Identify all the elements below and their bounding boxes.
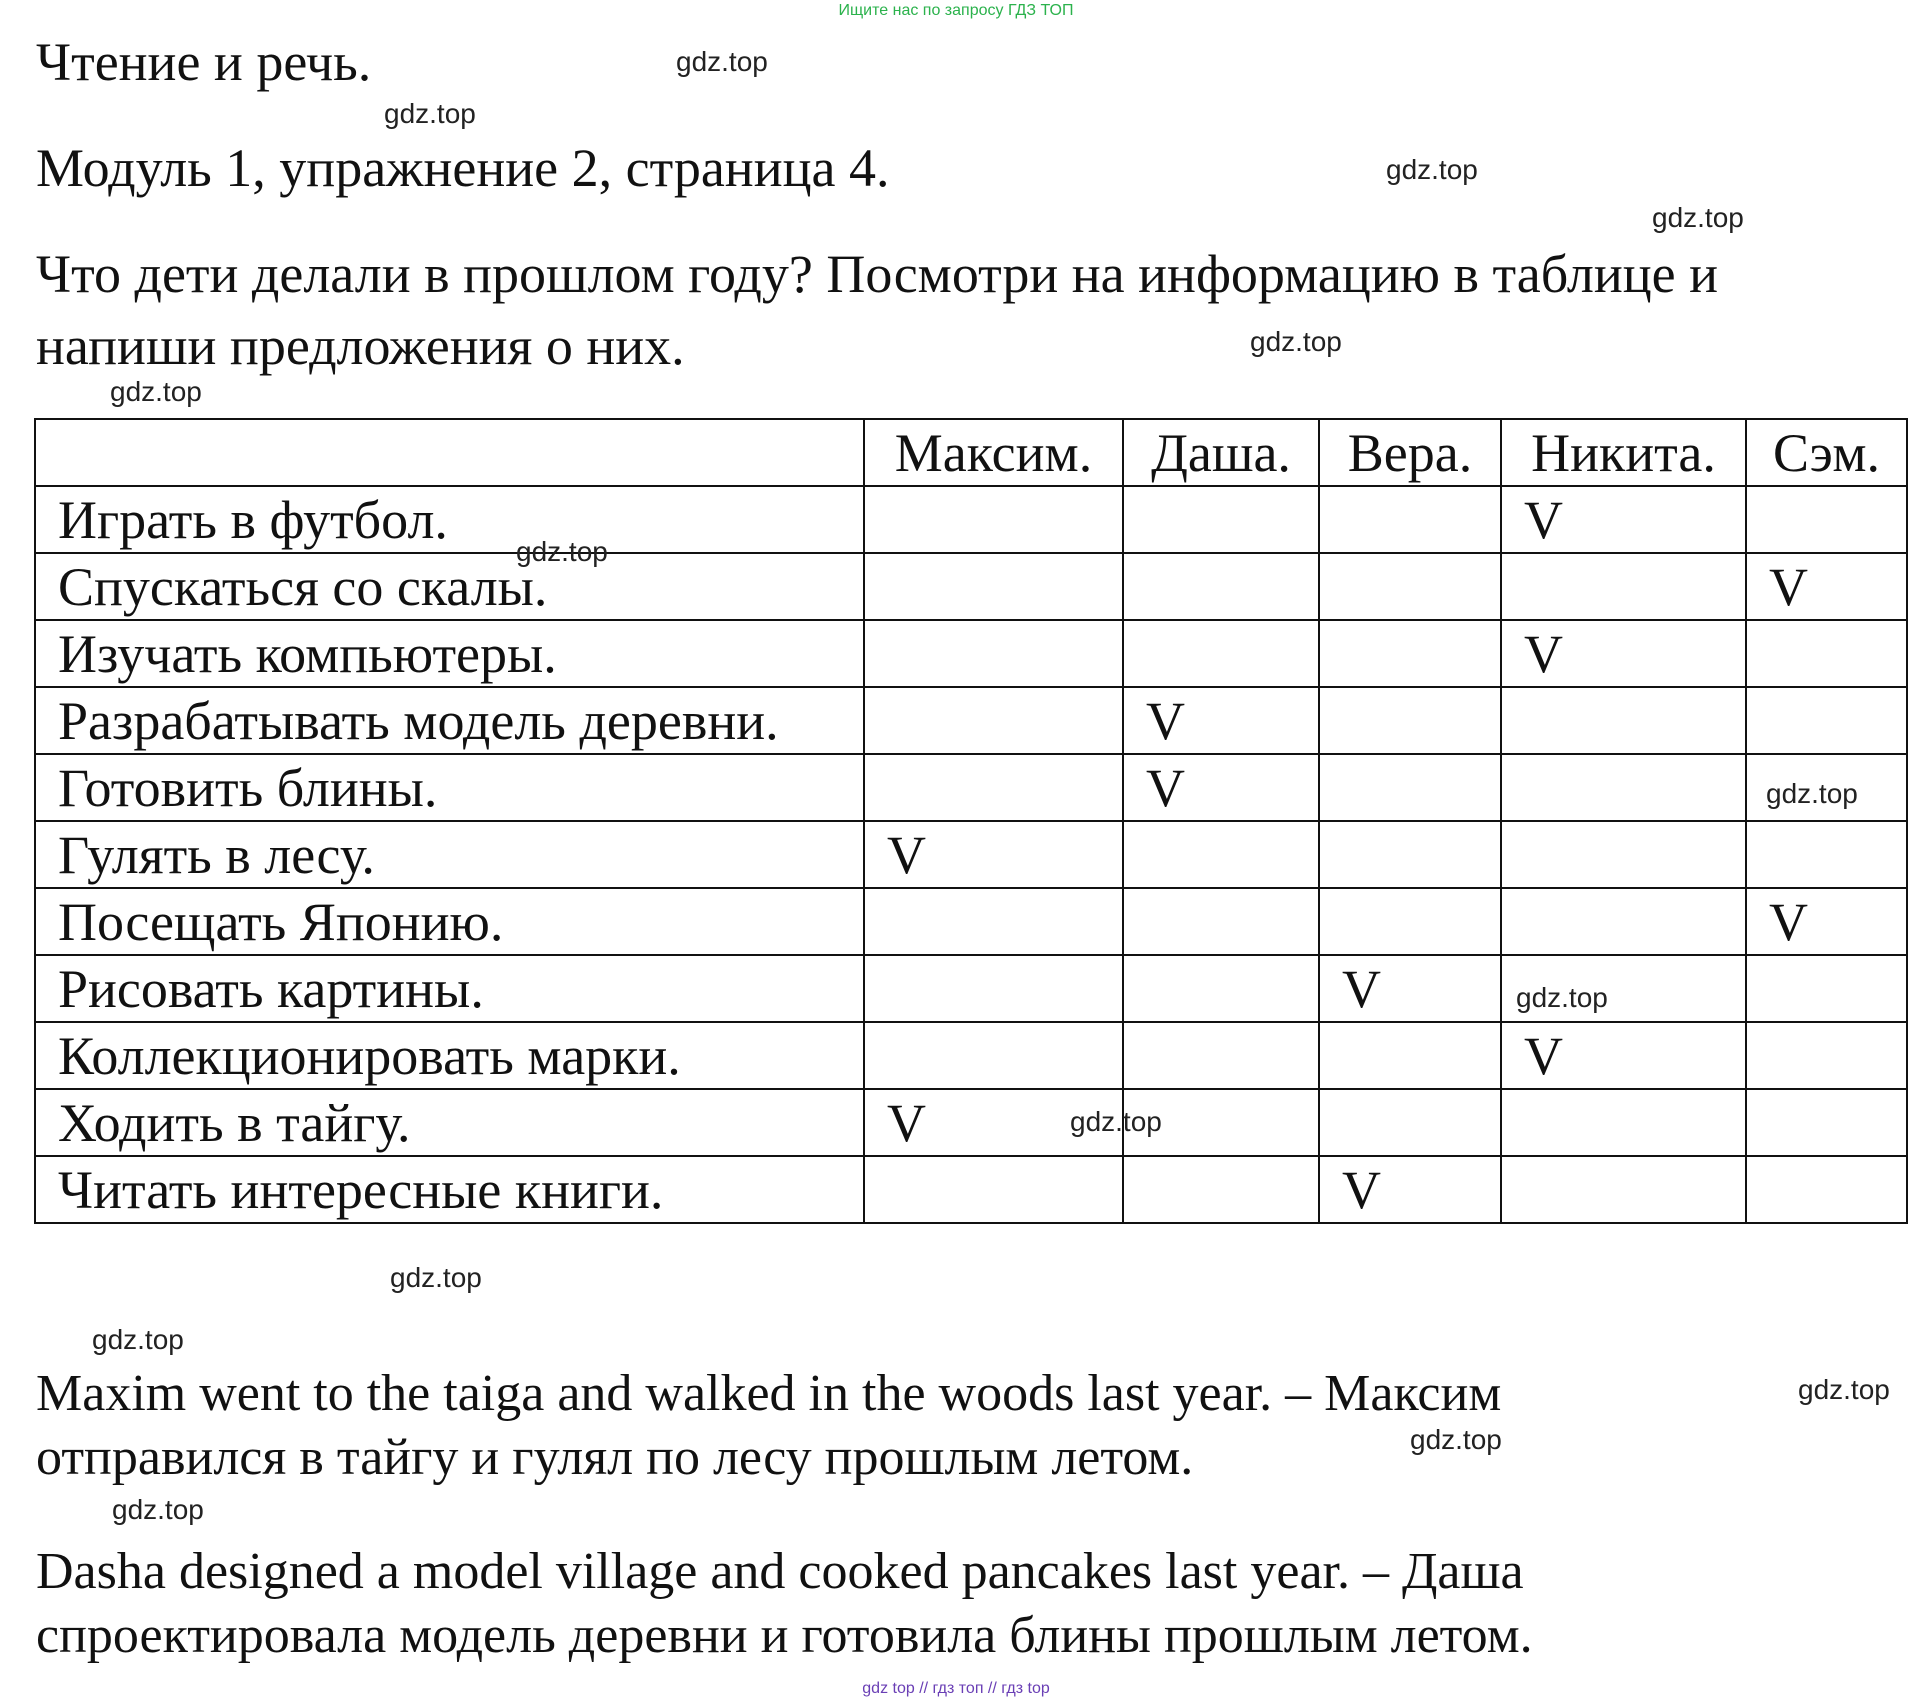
mark-cell [1501, 888, 1746, 955]
table-row [35, 553, 1907, 620]
footer-note: gdz top // гдз топ // гдз top [862, 1680, 1050, 1697]
activity-cell: Готовить блины. [35, 754, 864, 821]
table-row [35, 754, 1907, 821]
mark-cell [1319, 888, 1501, 955]
activity-cell: Изучать компьютеры. [35, 620, 864, 687]
table-body [35, 486, 1907, 1223]
mark-cell [1746, 955, 1907, 1022]
task-line-1: Что дети делали в прошлом году? Посмотри на информацию в таблице и [36, 244, 1718, 304]
watermark: gdz.top [384, 98, 476, 129]
mark-cell [1746, 1156, 1907, 1223]
watermark: gdz.top [112, 1494, 204, 1525]
column-header: Вера. [1319, 419, 1501, 486]
watermark: gdz.top [390, 1262, 482, 1293]
mark-cell: V [1319, 1156, 1501, 1223]
mark-cell: V [1123, 754, 1319, 821]
column-header: Никита. [1501, 419, 1746, 486]
table-row [35, 1022, 1907, 1089]
mark-cell: V [864, 1089, 1123, 1156]
mark-cell [864, 888, 1123, 955]
table-header-row [35, 419, 1907, 486]
mark-cell [1501, 687, 1746, 754]
activity-cell: Гулять в лесу. [35, 821, 864, 888]
mark-cell: V [1501, 486, 1746, 553]
mark-cell [1746, 687, 1907, 754]
mark-cell [1123, 955, 1319, 1022]
activity-cell: Коллекционировать марки. [35, 1022, 864, 1089]
mark-cell [1501, 553, 1746, 620]
table-row [35, 1156, 1907, 1223]
watermark: gdz.top [1798, 1374, 1890, 1405]
mark-cell: V [1123, 687, 1319, 754]
activity-cell: Разрабатывать модель деревни. [35, 687, 864, 754]
mark-cell [1319, 553, 1501, 620]
mark-cell [1123, 1156, 1319, 1223]
mark-cell [1501, 821, 1746, 888]
mark-cell [864, 754, 1123, 821]
activity-table [34, 418, 1908, 1224]
activity-cell: Играть в футбол. [35, 486, 864, 553]
table-row [35, 486, 1907, 553]
mark-cell [864, 955, 1123, 1022]
watermark: gdz.top [1652, 202, 1744, 233]
mark-cell [1746, 821, 1907, 888]
mark-cell: V [1746, 888, 1907, 955]
answer-2-line-1: Dasha designed a model village and cooked pancakes last year. – Даша [36, 1543, 1524, 1600]
mark-cell [1501, 1156, 1746, 1223]
watermark: gdz.top [1070, 1106, 1162, 1137]
mark-cell [1746, 486, 1907, 553]
watermark: gdz.top [516, 536, 608, 567]
mark-cell: V [1746, 553, 1907, 620]
mark-cell [1319, 486, 1501, 553]
table-row [35, 687, 1907, 754]
activity-cell: Посещать Японию. [35, 888, 864, 955]
mark-cell [864, 1022, 1123, 1089]
mark-cell [1123, 620, 1319, 687]
mark-cell [1746, 1022, 1907, 1089]
mark-cell [1123, 553, 1319, 620]
answer-1-line-2: отправился в тайгу и гулял по лесу прошлым летом. [36, 1429, 1194, 1486]
activity-cell: Читать интересные книги. [35, 1156, 864, 1223]
mark-cell [1319, 1089, 1501, 1156]
watermark: gdz.top [1386, 154, 1478, 185]
column-header: Сэм. [1746, 419, 1907, 486]
mark-cell [1319, 1022, 1501, 1089]
mark-cell [1319, 620, 1501, 687]
mark-cell [1746, 1089, 1907, 1156]
mark-cell: V [1501, 1022, 1746, 1089]
watermark: gdz.top [92, 1324, 184, 1355]
mark-cell [1123, 1022, 1319, 1089]
mark-cell [864, 486, 1123, 553]
watermark: gdz.top [1766, 778, 1858, 809]
mark-cell [1319, 754, 1501, 821]
table-row [35, 620, 1907, 687]
watermark: gdz.top [1250, 326, 1342, 357]
header-note: Ищите нас по запросу ГДЗ ТОП [838, 2, 1074, 19]
activity-cell: Спускаться со скалы. [35, 553, 864, 620]
watermark: gdz.top [110, 376, 202, 407]
mark-cell: V [1319, 955, 1501, 1022]
exercise-subtitle: Модуль 1, упражнение 2, страница 4. [36, 138, 890, 198]
table-row [35, 1089, 1907, 1156]
column-header: Даша. [1123, 419, 1319, 486]
answer-1-line-1: Maxim went to the taiga and walked in the woods last year. – Максим [36, 1365, 1502, 1422]
activity-cell: Ходить в тайгу. [35, 1089, 864, 1156]
table-row [35, 955, 1907, 1022]
task-line-2: напиши предложения о них. [36, 316, 685, 376]
mark-cell [1501, 754, 1746, 821]
mark-cell [864, 687, 1123, 754]
mark-cell [1319, 821, 1501, 888]
mark-cell [1123, 486, 1319, 553]
mark-cell [864, 1156, 1123, 1223]
mark-cell [1123, 888, 1319, 955]
mark-cell [1746, 620, 1907, 687]
column-header: Максим. [864, 419, 1123, 486]
table-row [35, 888, 1907, 955]
header-empty-cell [35, 419, 864, 486]
watermark: gdz.top [1410, 1424, 1502, 1455]
watermark: gdz.top [1516, 982, 1608, 1013]
mark-cell [1123, 821, 1319, 888]
watermark: gdz.top [676, 46, 768, 77]
mark-cell [864, 553, 1123, 620]
table-row [35, 821, 1907, 888]
activity-cell: Рисовать картины. [35, 955, 864, 1022]
answer-2-line-2: спроектировала модель деревни и готовила блины прошлым летом. [36, 1607, 1533, 1664]
mark-cell [1501, 1089, 1746, 1156]
mark-cell [1319, 687, 1501, 754]
section-title: Чтение и речь. [36, 32, 372, 92]
mark-cell: V [1501, 620, 1746, 687]
mark-cell: V [864, 821, 1123, 888]
mark-cell [864, 620, 1123, 687]
